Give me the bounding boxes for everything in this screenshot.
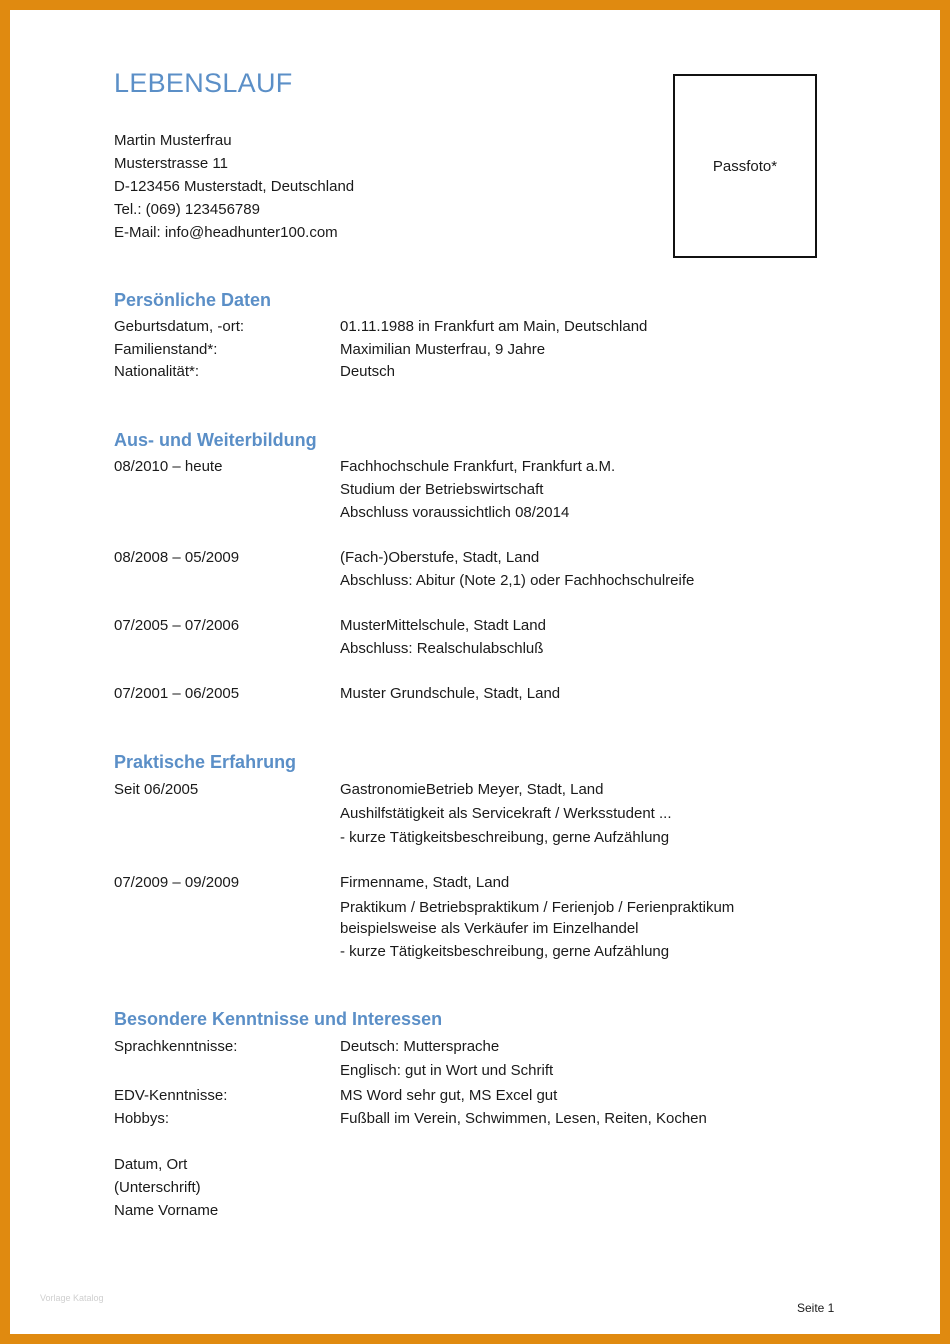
row-label: EDV-Kenntnisse: [114, 1087, 228, 1104]
row-line: Praktikum / Betriebspraktikum / Ferienjob / Ferienpraktikum [340, 899, 735, 916]
row-line: GastronomieBetrieb Meyer, Stadt, Land [340, 781, 604, 798]
row-value [340, 546, 694, 592]
row-line: - kurze Tätigkeitsbeschreibung, gerne Aufzählung [340, 943, 670, 960]
row-line: MusterMittelschule, Stadt Land [340, 617, 546, 634]
applicant-name: Martin Musterfrau [114, 132, 232, 149]
row-value [340, 1107, 707, 1130]
section-heading-experience: Praktische Erfahrung [114, 752, 297, 772]
row-line: Muster Grundschule, Stadt, Land [340, 685, 561, 702]
watermark: Vorlage Katalog [40, 1293, 104, 1303]
row-value [340, 338, 545, 361]
row-line: Aushilfstätigkeit als Servicekraft / Werksstudent ... [340, 805, 672, 822]
page-title: LEBENSLAUF [114, 68, 293, 98]
signature-block [114, 1153, 218, 1222]
row-line: Englisch: gut in Wort und Schrift [340, 1062, 554, 1079]
row-line: 01.11.1988 in Frankfurt am Main, Deutschland [340, 318, 648, 335]
section-heading-personal: Persönliche Daten [114, 290, 272, 310]
row-label: 07/2009 – 09/2009 [114, 874, 240, 891]
row-line: MS Word sehr gut, MS Excel gut [340, 1087, 558, 1104]
row-value [340, 778, 672, 849]
row-value [340, 1084, 557, 1107]
address-block [114, 129, 354, 244]
row-label: Geburtsdatum, -ort: [114, 318, 245, 335]
phone: Tel.: (069) 123456789 [114, 201, 260, 218]
city: D-123456 Musterstadt, Deutschland [114, 178, 355, 195]
row-label: 08/2010 – heute [114, 458, 223, 475]
row-label: Sprachkenntnisse: [114, 1038, 238, 1055]
row-label: Hobbys: [114, 1110, 170, 1127]
photo-placeholder [673, 74, 817, 258]
row-value [340, 871, 734, 963]
row-label: 07/2001 – 06/2005 [114, 685, 240, 702]
row-line: Fachhochschule Frankfurt, Frankfurt a.M. [340, 458, 616, 475]
email: E-Mail: info@headhunter100.com [114, 224, 338, 241]
row-label: Seit 06/2005 [114, 781, 199, 798]
section-heading-education: Aus- und Weiterbildung [114, 430, 317, 450]
row-value [340, 315, 647, 338]
row-line: Maximilian Musterfrau, 9 Jahre [340, 341, 546, 358]
row-value [340, 1035, 553, 1082]
section-heading-skills: Besondere Kenntnisse und Interessen [114, 1009, 443, 1029]
row-value [340, 614, 546, 660]
row-value [340, 455, 615, 524]
date-place: Datum, Ort [114, 1156, 188, 1173]
row-line: Abschluss: Abitur (Note 2,1) oder Fachhochschulreife [340, 572, 695, 589]
row-label: Familienstand*: [114, 341, 218, 358]
resume-page [10, 10, 940, 1334]
row-line: Abschluss: Realschulabschluß [340, 640, 544, 657]
row-label: Nationalität*: [114, 363, 200, 380]
row-line: Studium der Betriebswirtschaft [340, 481, 544, 498]
row-label: 08/2008 – 05/2009 [114, 549, 240, 566]
row-line: - kurze Tätigkeitsbeschreibung, gerne Aufzählung [340, 829, 670, 846]
page-number: Seite 1 [797, 1301, 835, 1315]
signature-name: Name Vorname [114, 1202, 219, 1219]
row-value [340, 360, 395, 383]
row-line: Fußball im Verein, Schwimmen, Lesen, Reiten, Kochen [340, 1110, 707, 1127]
row-value [340, 682, 560, 705]
row-line: Abschluss voraussichtlich 08/2014 [340, 504, 570, 521]
row-line: beispielsweise als Verkäufer im Einzelhandel [340, 920, 639, 937]
row-line: Firmenname, Stadt, Land [340, 874, 510, 891]
photo-label: Passfoto* [712, 158, 778, 175]
street: Musterstrasse 11 [114, 155, 228, 172]
signature-line: (Unterschrift) [114, 1179, 201, 1196]
row-line: (Fach-)Oberstufe, Stadt, Land [340, 549, 540, 566]
row-line: Deutsch [340, 363, 396, 380]
row-label: 07/2005 – 07/2006 [114, 617, 240, 634]
row-line: Deutsch: Muttersprache [340, 1038, 500, 1055]
